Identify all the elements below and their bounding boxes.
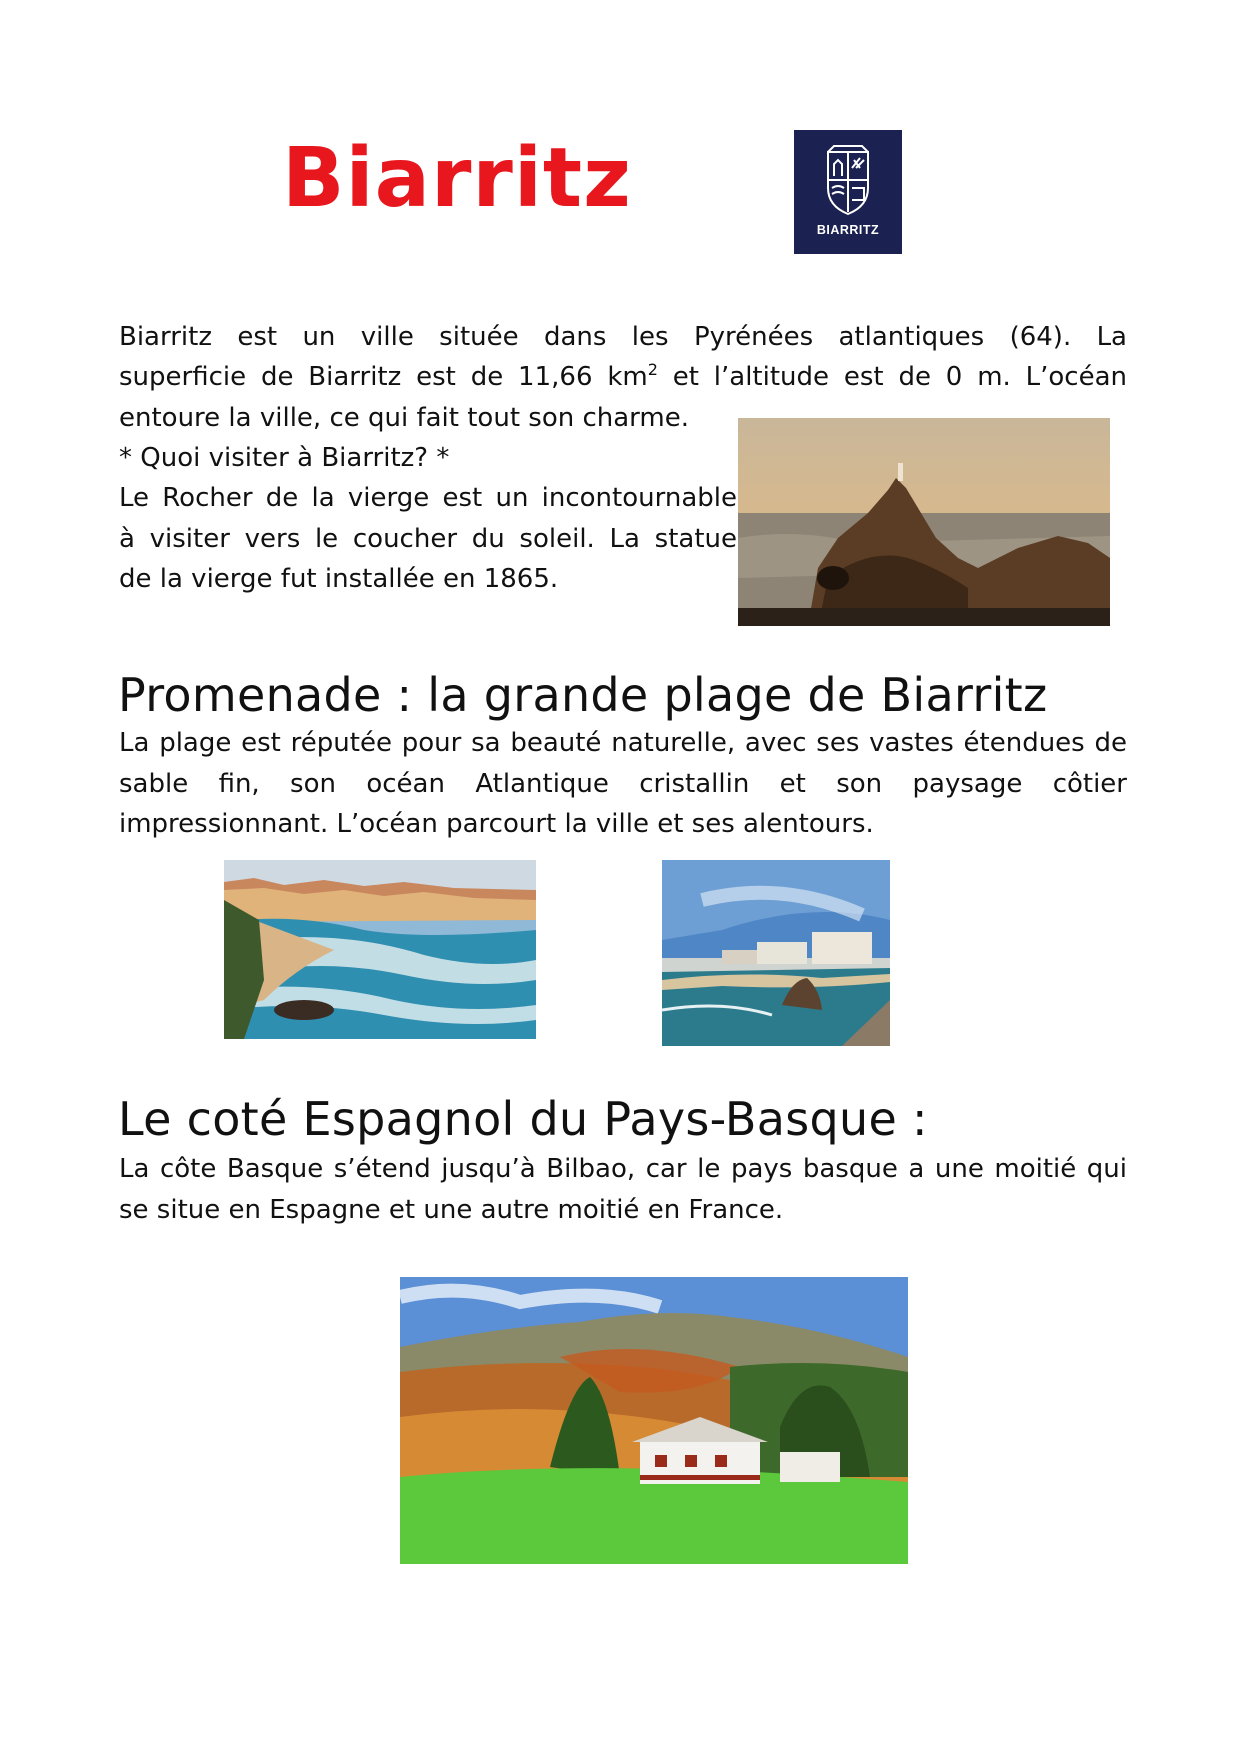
logo-text: BIARRITZ bbox=[816, 223, 880, 237]
grande-plage-photo-1 bbox=[224, 860, 536, 1039]
intro-line-3: entoure la ville, ce qui fait tout son charme. bbox=[119, 403, 689, 433]
espagnol-heading: Le coté Espagnol du Pays-Basque : bbox=[118, 1092, 928, 1146]
rocher-de-la-vierge-photo bbox=[738, 418, 1110, 626]
pays-basque-photo bbox=[400, 1277, 908, 1564]
visit-heading: * Quoi visiter à Biarritz? * bbox=[119, 443, 450, 473]
promenade-heading: Promenade : la grande plage de Biarritz bbox=[118, 668, 1048, 722]
intro-line-1: Biarritz est un ville située dans les Pyrénées atlantiques (64). La bbox=[119, 322, 1127, 352]
biarritz-logo bbox=[794, 130, 902, 254]
page-title: Biarritz bbox=[282, 131, 632, 226]
intro-line-2: superficie de Biarritz est de 11,66 $km^2$ et l’altitude est de 0 m. L’océan bbox=[119, 360, 1127, 392]
espagnol-paragraph: La côte Basque s’étend jusqu’à Bilbao, car le pays basque a une moitié qui se situe en Espagne et une autre moitié en France. bbox=[119, 1154, 1127, 1225]
rocher-paragraph: Le Rocher de la vierge est un incontournable à visiter vers le coucher du soleil. La statue de la vierge fut installée en 1865. bbox=[119, 483, 737, 594]
grande-plage-photo-2 bbox=[662, 860, 890, 1046]
promenade-paragraph: La plage est réputée pour sa beauté naturelle, avec ses vastes étendues de sable fin, son océan Atlantique cristallin et son paysage côtier impressionnant. L’océan parcourt la ville et ses alentours. bbox=[119, 728, 1127, 839]
